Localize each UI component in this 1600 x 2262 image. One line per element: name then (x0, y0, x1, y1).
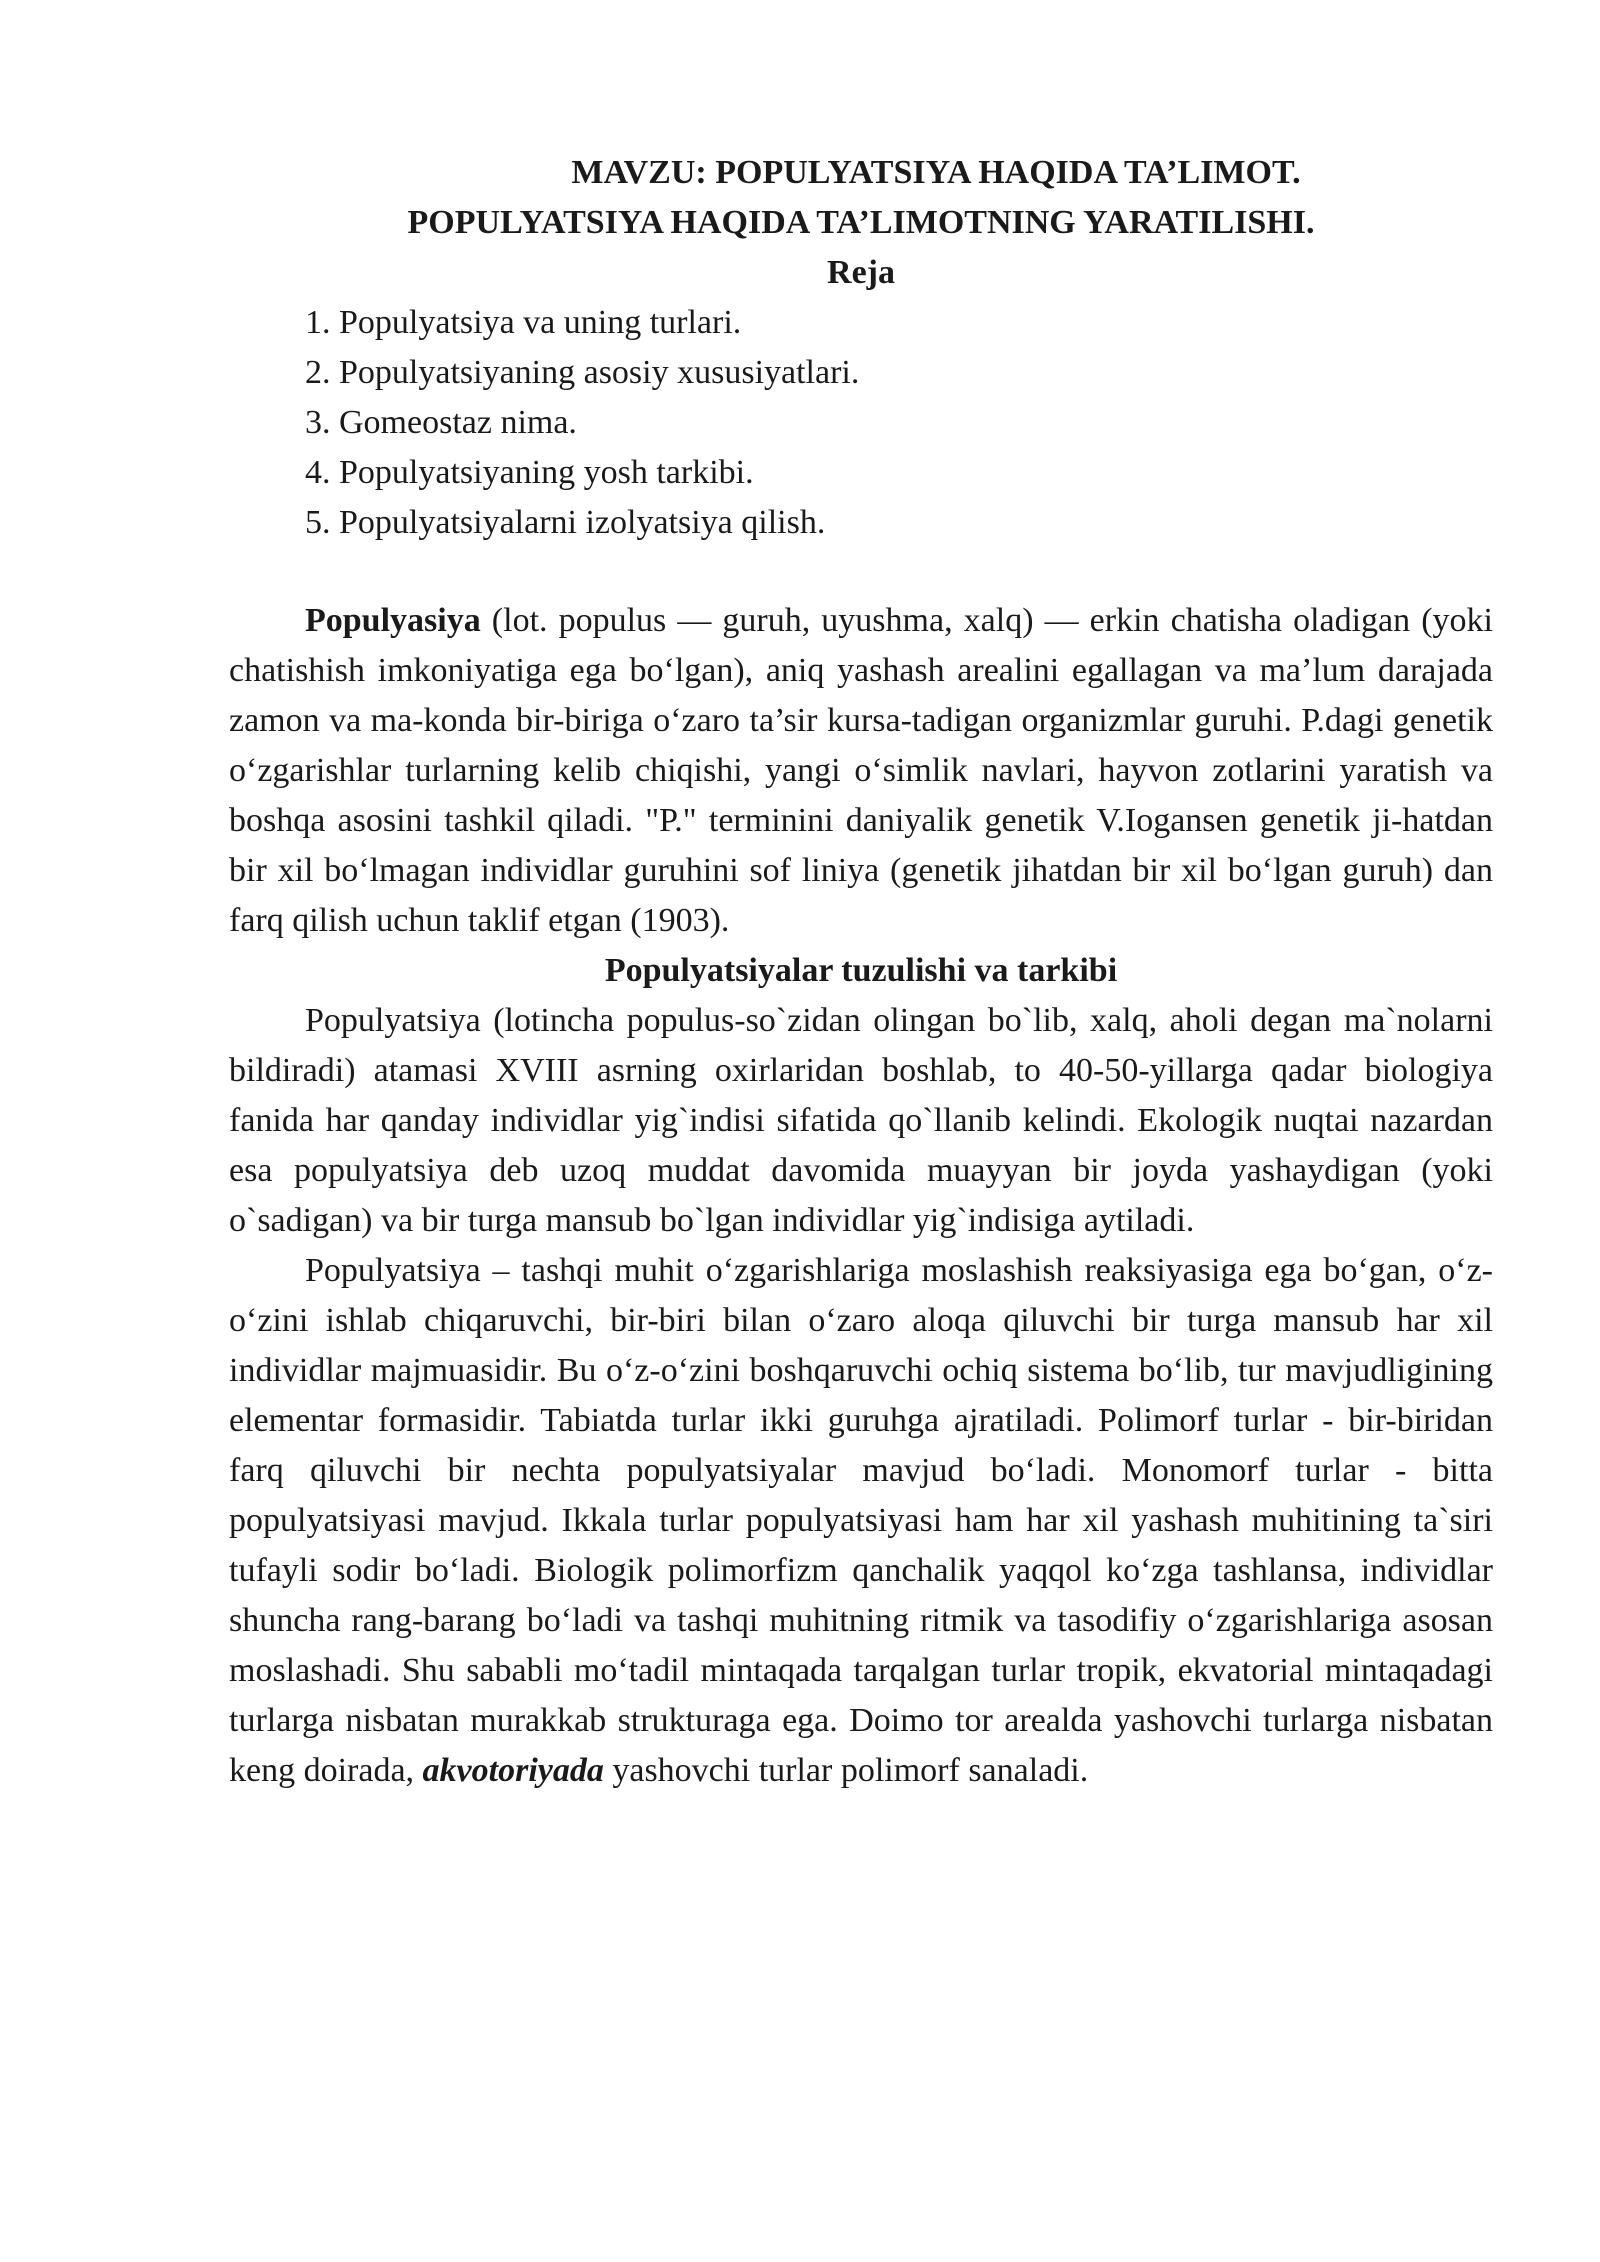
plan-item: 2. Populyatsiyaning asosiy xususiyatlari. (305, 354, 860, 391)
paragraph-definition (229, 596, 1493, 946)
paragraph-structure-text: Populyatsiya – tashqi muhit o‘zgarishlariga moslashish reaksiyasiga ega bo‘gan, o‘z-o‘zini ishlab chiqaruvchi, bir-biri bilan o‘zaro aloqa qiluvchi bir turga mansub har xil individlar majmuasidir. Bu o‘z-o‘zini boshqaruvchi ochiq sistema bo‘lib, tur mavjudligining elementar formasidir. Tabiatda turlar ikki guruhga ajratiladi. Polimorf turlar - bir-biridan farq qiluvchi bir nechta populyatsiyalar mavjud bo‘ladi. Monomorf turlar - bitta populyatsiyasi mavjud. Ikkala turlar populyatsiyasi ham har xil yashash muhitining ta`siri tufayli sodir bo‘ladi. Biologik polimorfizm qanchalik yaqqol ko‘zga tashlansa, individlar shuncha rang-barang bo‘ladi va tashqi muhitning ritmik va tasodifiy o‘zgarishlariga asosan moslashadi. Shu sababli mo‘tadil mintaqada tarqalgan turlar tropik, ekvatorial mintaqadagi turlarga nisbatan murakkab strukturaga ega. Doimo tor arealda yashovchi turlarga nisbatan keng doirada, (229, 1252, 1493, 1789)
paragraph-structure-ending: yashovchi turlar polimorf sanaladi. (603, 1752, 1089, 1789)
plan-item: 5. Populyatsiyalarni izolyatsiya qilish. (305, 504, 826, 541)
document-page (229, 148, 1493, 1796)
plan-heading: Reja (827, 254, 895, 291)
paragraph-history: Populyatsiya (lotincha populus-so`zidan olingan bo`lib, xalq, aholi degan ma`nolarni bildiradi) atamasi XVIII asrning oxirlaridan boshlab, to 40-50-yillarga qadar biologiya fanida har qanday individlar yig`indisi sifatida qo`llanib kelindi. Ekologik nuqtai nazardan esa populyatsiya deb uzoq muddat davomida muayyan bir joyda yashaydigan (yoki o`sadigan) va bir turga mansub bo`lgan individlar yig`indisiga aytiladi. (229, 1002, 1493, 1239)
plan-list (229, 298, 1493, 548)
paragraph-definition-term: Populyasiya (305, 602, 481, 639)
document-title-line-2: POPULYATSIYA HAQIDA TA’LIMOTNING YARATILISHI. (407, 204, 1315, 241)
plan-item: 3. Gomeostaz nima. (305, 404, 577, 441)
plan-item: 1. Populyatsiya va uning turlari. (305, 304, 742, 341)
emphasized-term: akvotoriyada (422, 1752, 604, 1789)
section-heading: Populyatsiyalar tuzulishi va tarkibi (604, 952, 1118, 989)
paragraph-structure (229, 1246, 1493, 1796)
document-title-line-1: MAVZU: POPULYATSIYA HAQIDA TA’LIMOT. (571, 154, 1301, 191)
spacer (229, 548, 1493, 596)
paragraph-definition-text: (lot. populus — guruh, uyushma, xalq) — erkin chatisha oladigan (yoki chatishish imkoniyatiga ega bo‘lgan), aniq yashash arealini egallagan va ma’lum darajada zamon va ma-konda bir-biriga o‘zaro ta’sir kursa-tadigan organizmlar guruhi. P.dagi genetik o‘zgarishlar turlarning kelib chiqishi, yangi o‘simlik navlari, hayvon zotlarini yaratish va boshqa asosini tashkil qiladi. "P." terminini daniyalik genetik V.Iogansen genetik ji-hatdan bir xil bo‘lmagan individlar guruhini sof liniya (genetik jihatdan bir xil bo‘lgan guruh) dan farq qilish uchun taklif etgan (1903). (229, 602, 1493, 939)
plan-item: 4. Populyatsiyaning yosh tarkibi. (305, 454, 754, 491)
